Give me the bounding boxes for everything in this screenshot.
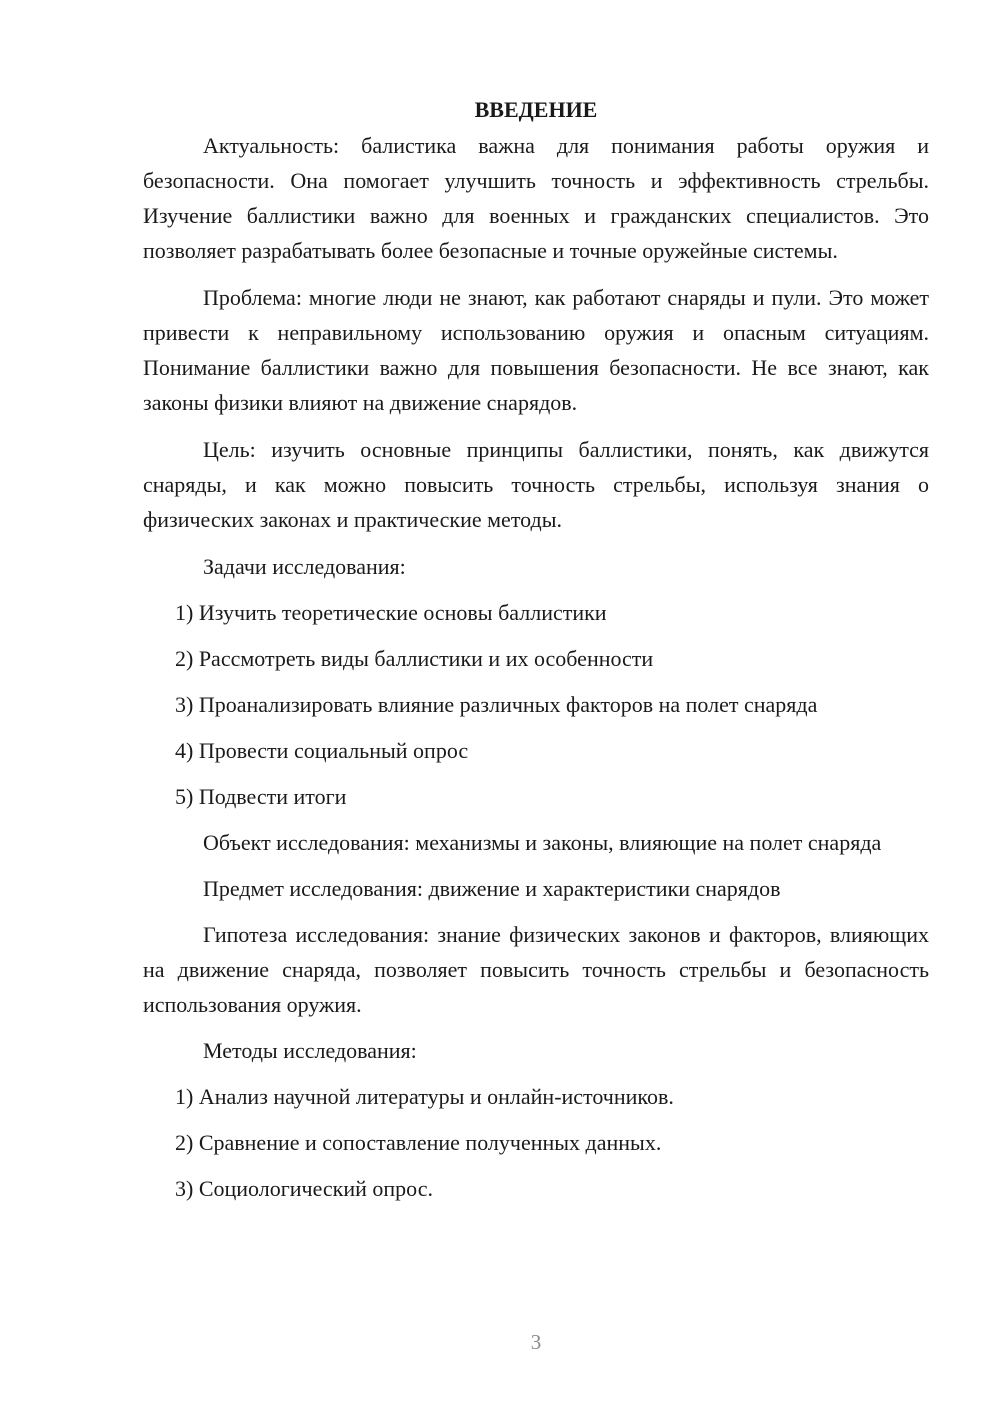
task-item: 4) Провести социальный опрос	[175, 738, 469, 763]
method-item: 1) Анализ научной литературы и онлайн-источников.	[175, 1084, 674, 1109]
relevance-paragraph: Актуальность: балистика важна для понимания работы оружия и безопасности. Она помогает улучшить точность и эффективность стрельбы. Изучение баллистики важно для военных и гражданских специалистов. Это позволяет разрабатывать более безопасные и точные оружейные системы.	[143, 133, 929, 263]
hypothesis-paragraph: Гипотеза исследования: знание физических законов и факторов, влияющих на движение снаряда, позволяет повысить точность стрельбы и безопасность использования оружия.	[143, 922, 929, 1017]
method-item: 3) Социологический опрос.	[175, 1176, 433, 1201]
subject-paragraph: Предмет исследования: движение и характеристики снарядов	[203, 876, 781, 901]
tasks-title: Задачи исследования:	[203, 554, 406, 579]
problem-paragraph: Проблема: многие люди не знают, как работают снаряды и пули. Это может привести к неправильному использованию оружия и опасным ситуациям. Понимание баллистики важно для повышения безопасности. Не все знают, как законы физики влияют на движение снарядов.	[143, 285, 929, 415]
methods-title: Методы исследования:	[203, 1038, 417, 1063]
page-content	[143, 92, 929, 1206]
page-number: 3	[530, 1330, 542, 1354]
task-item: 1) Изучить теоретические основы баллистики	[175, 600, 607, 625]
section-heading: ВВЕДЕНИЕ	[474, 97, 598, 122]
goal-paragraph: Цель: изучить основные принципы баллистики, понять, как движутся снаряды, и как можно повысить точность стрельбы, используя знания о физических законах и практические методы.	[143, 437, 929, 532]
object-paragraph: Объект исследования: механизмы и законы, влияющие на полет снаряда	[203, 830, 882, 855]
task-item: 3) Проанализировать влияние различных факторов на полет снаряда	[175, 692, 818, 717]
task-item: 2) Рассмотреть виды баллистики и их особенности	[175, 646, 654, 671]
task-item: 5) Подвести итоги	[175, 784, 347, 809]
method-item: 2) Сравнение и сопоставление полученных данных.	[175, 1130, 662, 1155]
